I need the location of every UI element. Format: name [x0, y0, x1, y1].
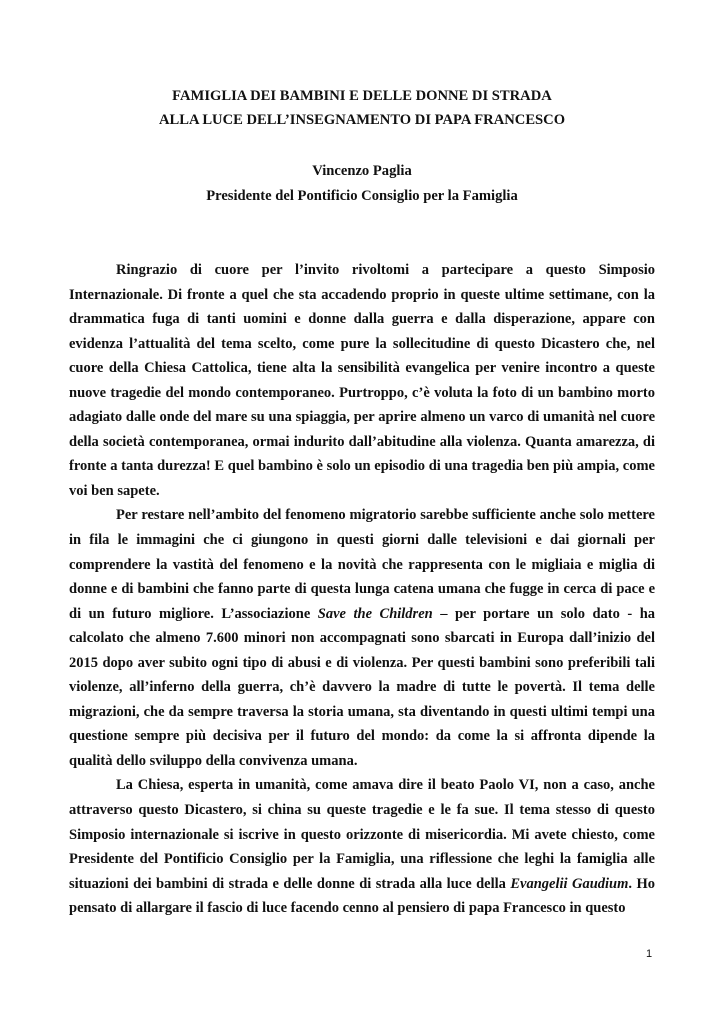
page-number: 1 — [646, 948, 653, 960]
paragraph-3-text-a: La Chiesa, esperta in umanità, come amava dire il beato Paolo VI, non a caso, anche attraverso questo Dicastero, si china su queste tragedie e le fa sue. Il tema stesso di questo Simposio internazionale si iscrive in questo orizzonte di misericordia. Mi avete chiesto, come Presidente del Pontificio Consiglio per la Famiglia, una riflessione che leghi la famiglia alle situazioni dei bambini di strada e delle donne di strada alla luce della — [69, 777, 655, 892]
document-title-line-1: FAMIGLIA DEI BAMBINI E DELLE DONNE DI STRADA — [172, 88, 552, 104]
paragraph-2 — [69, 503, 655, 773]
author-role: Presidente del Pontificio Consiglio per la Famiglia — [206, 188, 518, 204]
paragraph-3 — [69, 773, 655, 920]
paragraph-2-italic: Save the Children — [317, 605, 433, 622]
paragraph-2-text-b: – per portare un solo dato - ha calcolato che almeno 7.600 minori non accompagnati sono sbarcati in Europa dall’inizio del 2015 dopo aver subito ogni tipo di abusi e di violenza. Per questi bambini sono preferibili tali violenze, all’inferno della guerra, ch’è davvero la madre di tutte le povertà. Il tema delle migrazioni, che da sempre traversa la storia umana, sta diventando in questi ultimi tempi una questione sempre più decisiva per il futuro del mondo: da come la si affronta dipende la qualità dello sviluppo della convivenza umana. — [69, 605, 656, 769]
document-title-line-2: ALLA LUCE DELL’INSEGNAMENTO DI PAPA FRANCESCO — [158, 112, 566, 128]
document-body — [69, 258, 655, 921]
author-name: Vincenzo Paglia — [312, 163, 412, 179]
paragraph-2-text-a: Per restare nell’ambito del fenomeno migratorio sarebbe sufficiente anche solo mettere in fila le immagini che ci giungono in questi giorni dalle televisioni e dai giornali per comprendere la vastità del fenomeno e la novità che rappresenta con le migliaia e miglia di donne e di bambini che fanno parte di questa lunga catena umana che fugge in cerca di pace e di un futuro migliore. L’associazione — [69, 507, 655, 622]
paragraph-1: Ringrazio di cuore per l’invito rivoltomi a partecipare a questo Simposio Internazionale. Di fronte a quel che sta accadendo proprio in queste ultime settimane, con la drammatica fuga di tanti uomini e donne dalla guerra e dalla disperazione, appare con evidenza l’attualità del tema scelto, come pure la sollecitudine di questo Dicastero che, nel cuore della Chiesa Cattolica, tiene alta la sensibilità evangelica per venire incontro a queste nuove tragedie del mondo contemporaneo. Purtroppo, c’è voluta la foto di un bambino morto adagiato dalle onde del mare su una spiaggia, per aprire almeno un varco di umanità nel cuore della società contemporanea, ormai indurito dall’abitudine alla violenza. Quanta amarezza, di fronte a tanta durezza! E quel bambino è solo un episodio di una tragedia ben più ampia, come voi ben sapete. — [69, 262, 655, 499]
paragraph-3-italic: Evangelii Gaudium — [510, 875, 629, 892]
paragraph-3-text-b: . Ho pensato di allargare il fascio di luce facendo cenno al pensiero di papa Francesco in questo — [69, 875, 656, 917]
